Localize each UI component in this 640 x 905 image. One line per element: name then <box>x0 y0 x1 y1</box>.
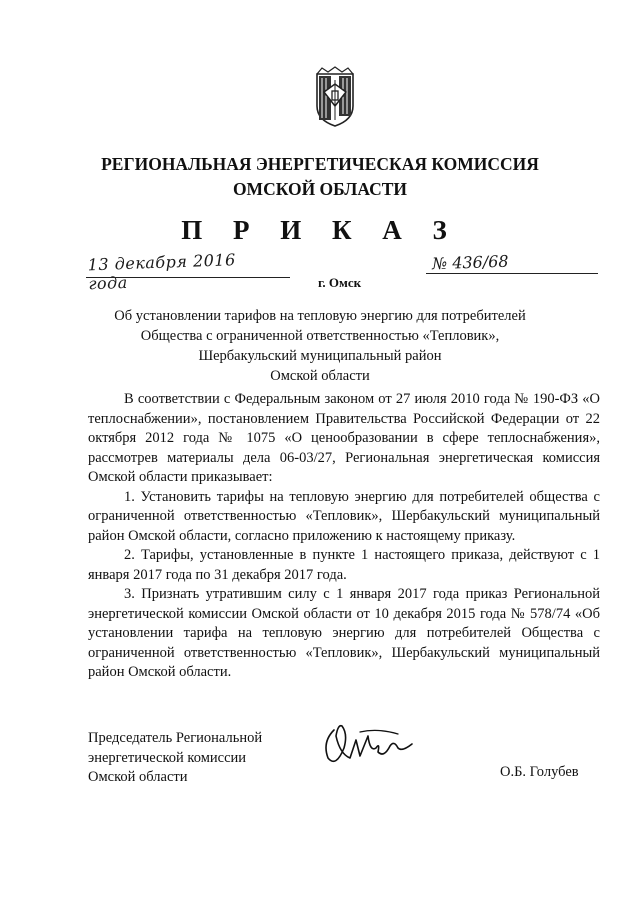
handwritten-date: 13 декабря 2016 года <box>87 250 237 294</box>
body-item-3: 3. Признать утратившим силу с 1 января 2017 года приказ Региональной энергетической комиссии Омской области от 10 декабря 2015 года № 578/74 «Об установлении тарифа на тепловую энергию для потребителей Общества с ограниченной ответственностью «Тепловик», Шербакульский муниципальный район Омской области. <box>88 586 600 680</box>
handwritten-signature <box>320 718 420 770</box>
signer-name: О.Б. Голубев <box>500 764 579 780</box>
document-title: П Р И К А З <box>181 215 459 245</box>
organization-line-1: РЕГИОНАЛЬНАЯ ЭНЕРГЕТИЧЕСКАЯ КОМИССИЯ <box>101 154 539 174</box>
body-item-2: 2. Тарифы, установленные в пункте 1 настоящего приказа, действуют с 1 января 2017 года по 31 декабря 2017 года. <box>88 547 600 583</box>
order-body <box>88 390 600 683</box>
number-underline <box>426 273 598 274</box>
signer-position-line-2: энергетической комиссии <box>88 749 247 766</box>
subject-line-3: Шербакульский муниципальный район <box>198 348 442 364</box>
organization-line-2: ОМСКОЙ ОБЛАСТИ <box>232 179 408 199</box>
subject-line-1: Об установлении тарифов на тепловую энергию для потребителей <box>114 308 526 324</box>
signer-position <box>88 729 318 788</box>
omsk-coat-of-arms-emblem <box>314 66 356 128</box>
subject-line-2: Общества с ограниченной ответственностью «Тепловик», <box>140 328 500 344</box>
handwritten-number: № 436/68 <box>431 251 509 274</box>
signer-position-line-1: Председатель Региональной <box>88 730 263 746</box>
body-item-1: 1. Установить тарифы на тепловую энергию для потребителей общества с ограниченной ответственностью «Тепловик», Шербакульский муниципальный район Омской области, согласно приложению к настоящему приказу. <box>88 488 600 544</box>
order-subject <box>0 306 640 386</box>
signer-position-line-3: Омской области <box>88 769 188 785</box>
subject-line-4: Омской области <box>270 368 370 384</box>
organization-name <box>0 152 640 202</box>
body-preamble: В соответствии с Федеральным законом от 27 июля 2010 года № 190-ФЗ «О теплоснабжении», постановлением Правительства Российской Федерации от 22 октября 2012 года № 1075 «О ценообразовании в сфере теплоснабжения», рассмотрев материалы дела 06-03/27, Региональная энергетическая комиссия Омской области приказывает: <box>88 391 600 485</box>
city-label: г. Омск <box>318 275 362 290</box>
date-underline <box>86 277 290 278</box>
